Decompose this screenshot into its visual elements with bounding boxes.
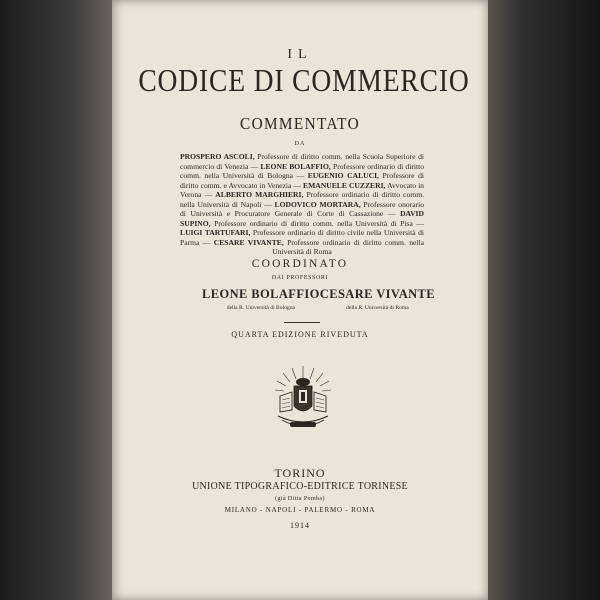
by-label: DA	[294, 141, 306, 147]
coordinated-by-label: DAI PROFESSORI	[271, 275, 329, 281]
author-desc: Professore ordinario di diritto comm. nella Università di Roma	[272, 237, 424, 256]
author-name: CESARE VIVANTE,	[213, 237, 284, 247]
title-article: IL	[287, 47, 313, 62]
author-name: DAVID SUPINO,	[180, 209, 424, 228]
author-desc: Professore di diritto comm. nella Scuola Superiore di commercio di Venezia —	[180, 152, 424, 171]
editor-name: LEONE BOLAFFIO	[202, 287, 320, 301]
author-desc: Professore ordinario di diritto comm. nella Università di Napoli —	[180, 190, 425, 209]
book-subtitle: COMMENTATO	[240, 114, 360, 133]
editors	[202, 287, 436, 311]
book-edge-right	[488, 0, 600, 600]
editor-affiliation: della R. Università di Bologna	[226, 305, 295, 311]
author-name: ALBERTO MARGHIERI,	[215, 190, 304, 199]
editor-entry	[320, 287, 435, 311]
author-name: PROSPERO ASCOLI,	[180, 152, 255, 161]
imprint-city: TORINO	[274, 466, 326, 480]
divider	[284, 322, 320, 323]
edition-statement: QUARTA EDIZIONE RIVEDUTA	[231, 330, 369, 339]
author-name: LEONE BOLAFFIO,	[260, 161, 331, 171]
editor-name: CESARE VIVANTE	[319, 287, 436, 301]
author-desc: Professore di diritto comm. e Avvocato in Venezia —	[180, 171, 424, 190]
author-desc: Professore ordinario di diritto comm. nella Università di Bologna —	[180, 161, 424, 180]
author-entry	[214, 238, 424, 257]
imprint-branches: MILANO - NAPOLI - PALERMO - ROMA	[224, 506, 376, 514]
publisher-emblem-icon	[272, 362, 334, 436]
author-desc: Avvocato in Verona —	[180, 180, 424, 199]
editor-affiliation: della R. Università di Roma	[346, 305, 409, 311]
author-name: LODOVICO MORTARA,	[274, 199, 361, 209]
editor-entry	[202, 287, 320, 311]
author-name: EUGENIO CALUCI,	[307, 171, 379, 180]
imprint-year: 1914	[290, 521, 310, 530]
author-name: EMANUELE CUZZERI,	[303, 180, 386, 190]
imprint-former-name: (già Ditta Pomba)	[275, 496, 325, 502]
book-title: CODICE DI COMMERCIO	[138, 62, 470, 98]
coordinated-label: COORDINATO	[251, 258, 349, 270]
author-name: LUIGI TARTUFARI,	[180, 228, 251, 237]
authors-list	[180, 152, 424, 257]
author-desc: Professore onorario di Università e Procuratore Generale di Corte di Cassazione —	[180, 199, 424, 218]
book-edge-left	[0, 0, 115, 600]
author-desc: Professore ordinario di diritto civile nella Università di Parma —	[180, 228, 424, 247]
author-desc: Professore ordinario di diritto comm. nella Università di Pisa —	[210, 218, 424, 228]
title-page	[112, 0, 488, 600]
imprint-publisher: UNIONE TIPOGRAFICO-EDITRICE TORINESE	[192, 481, 408, 492]
